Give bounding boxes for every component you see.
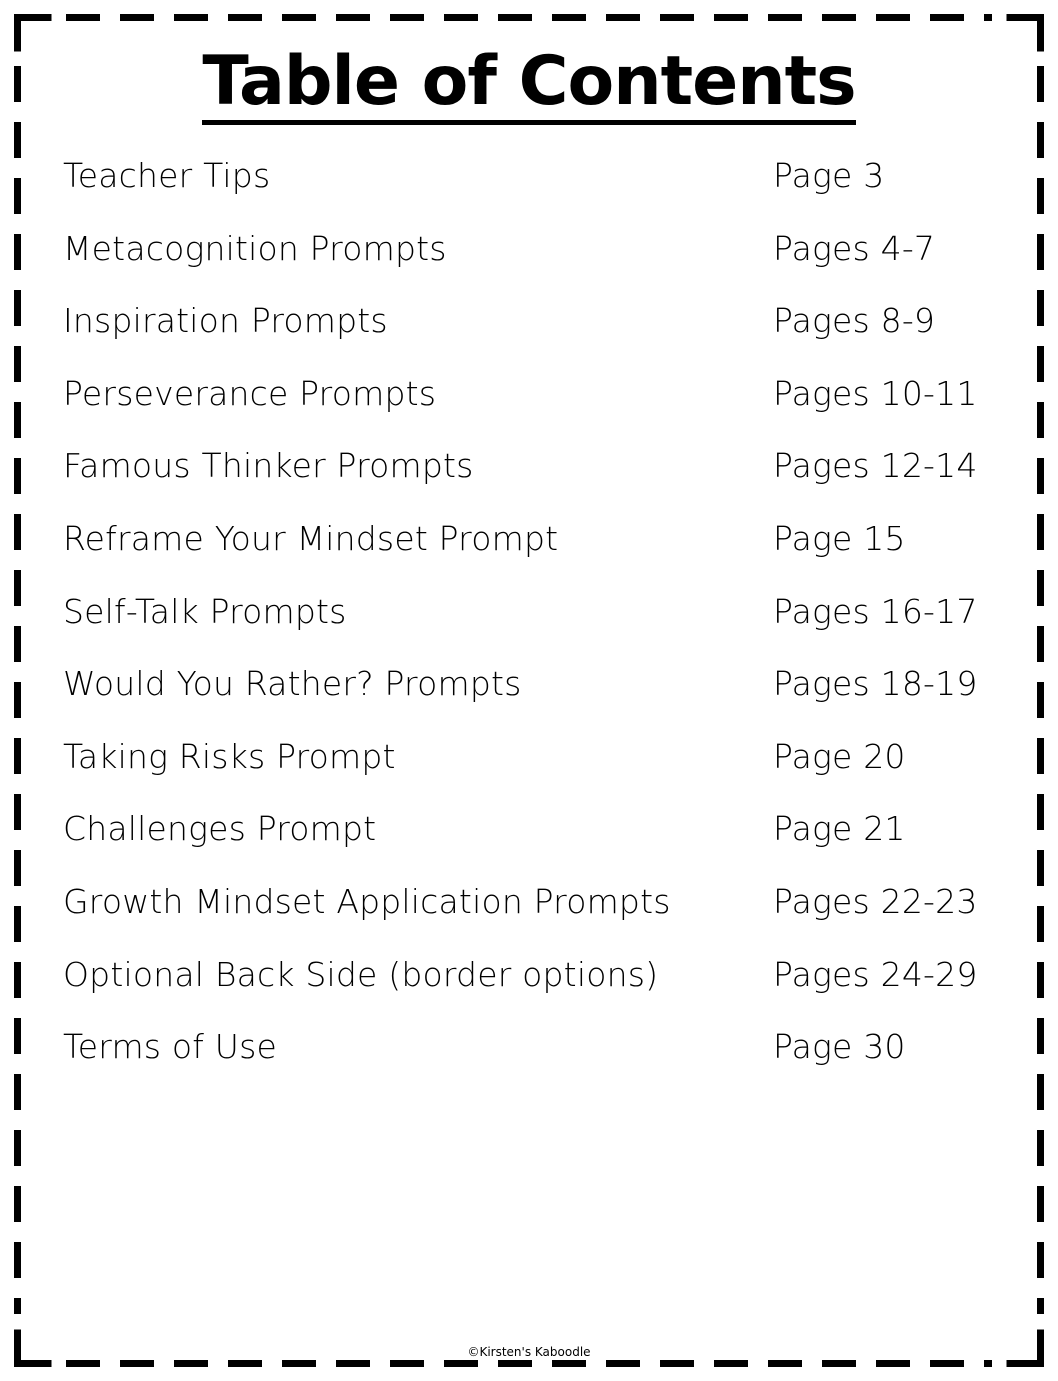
toc-entry xyxy=(63,515,1003,588)
toc-entry-label: Perseverance Prompts xyxy=(63,373,437,413)
toc-entry xyxy=(63,805,1003,878)
toc-entry-label: Teacher Tips xyxy=(63,156,271,195)
toc-entry xyxy=(63,370,1003,443)
toc-entry-label: Inspiration Prompts xyxy=(63,301,388,341)
toc-entry-label: Reframe Your Mindset Prompt xyxy=(63,518,559,558)
toc-entry-pages: Pages 12-14 xyxy=(773,446,978,486)
toc-entry-pages: Page 3 xyxy=(773,156,885,195)
copyright-footer: ©Kirsten's Kaboodle xyxy=(467,1345,591,1359)
toc-entry-pages: Page 20 xyxy=(773,736,906,776)
toc-entry-pages: Pages 24-29 xyxy=(773,954,978,994)
toc-entry-pages: Pages 8-9 xyxy=(773,301,936,341)
toc-entry xyxy=(63,442,1003,515)
toc-entry-label: Would You Rather? Prompts xyxy=(63,664,522,704)
toc-entry xyxy=(63,733,1003,806)
page-title: Table of Contents xyxy=(202,46,855,125)
toc-entry-pages: Pages 4-7 xyxy=(773,228,936,268)
toc-entry-label: Challenges Prompt xyxy=(63,809,377,849)
toc-entry-label: Self-Talk Prompts xyxy=(63,591,347,631)
toc-entry xyxy=(63,878,1003,951)
toc-entry-label: Taking Risks Prompt xyxy=(63,736,396,776)
toc-entry-pages: Page 30 xyxy=(773,1027,906,1067)
toc-entry xyxy=(63,1023,1003,1096)
toc-entry-pages: Page 15 xyxy=(773,518,906,558)
toc-entry-pages: Pages 16-17 xyxy=(773,591,978,631)
toc-entry-pages: Pages 22-23 xyxy=(773,881,978,921)
toc-entry xyxy=(63,225,1003,298)
toc-entry-pages: Pages 10-11 xyxy=(773,373,978,413)
toc-entry xyxy=(63,951,1003,1024)
toc-list xyxy=(63,152,1003,1096)
toc-entry-label: Famous Thinker Prompts xyxy=(63,446,474,486)
toc-entry-label: Optional Back Side (border options) xyxy=(63,954,659,994)
title-container xyxy=(0,42,1058,125)
toc-entry xyxy=(63,660,1003,733)
toc-entry xyxy=(63,152,1003,225)
toc-entry xyxy=(63,297,1003,370)
toc-entry xyxy=(63,588,1003,661)
toc-entry-label: Terms of Use xyxy=(63,1027,278,1067)
toc-entry-label: Growth Mindset Application Prompts xyxy=(63,881,671,921)
toc-entry-label: Metacognition Prompts xyxy=(63,228,447,268)
toc-entry-pages: Pages 18-19 xyxy=(773,664,978,704)
toc-entry-pages: Page 21 xyxy=(773,809,906,849)
